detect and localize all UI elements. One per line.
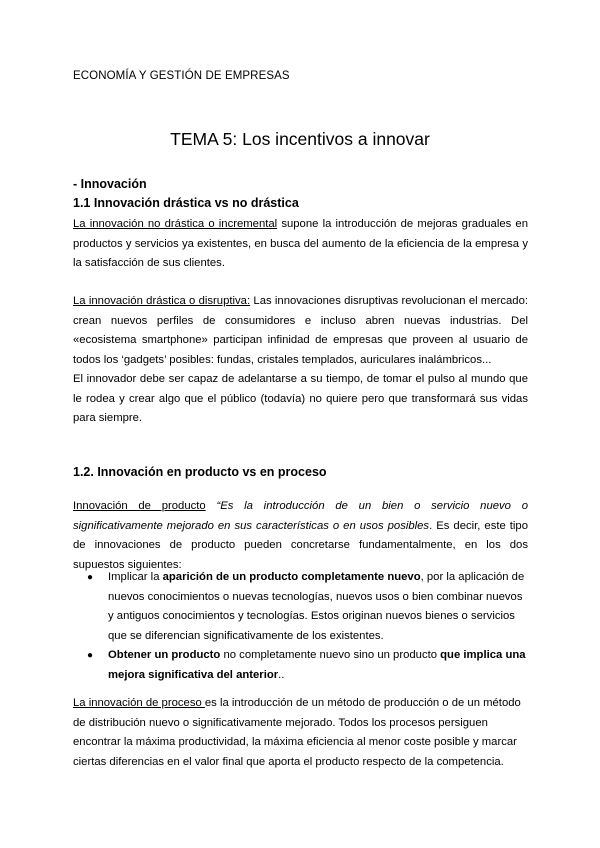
paragraph-innovador <box>73 370 528 429</box>
paragraph-text: es la introducción de un método de producción o de un método de distribución nuevo o significativamente mejorado. Todos los procesos persiguen encontrar la máxima productividad, la máxima eficiencia al menor coste posible y marcar ciertas diferencias en el valor final que aporta el producto respecto de la competencia. <box>73 697 521 768</box>
bullet-text: Implicar la <box>108 571 163 583</box>
section-heading-innovacion: - Innovación <box>73 177 147 191</box>
paragraph-text: Las innovaciones disruptivas revolucionan el mercado: crean nuevos perfiles de consumidores e incluso abren nuevas industrias. Del «ecosistema smartphone» participan infinidad de empresas que proveen al usuario de todos los ‘gadgets’ posibles: fundas, cristales templados, auriculares inalámbricos... <box>73 295 528 366</box>
course-header: ECONOMÍA Y GESTIÓN DE EMPRESAS <box>73 70 290 82</box>
term-proceso: La innovación de proceso <box>73 697 205 709</box>
paragraph-incremental <box>73 215 528 274</box>
paragraph-text: supone la introducción de mejoras graduales en productos y servicios ya existentes, en busca del aumento de la eficiencia de la empresa y la satisfacción de sus clientes. <box>73 218 528 269</box>
bullet-list <box>73 568 528 685</box>
bullet-bold-text: Obtener un producto <box>108 649 221 661</box>
bullet-text: .. <box>278 668 285 681</box>
paragraph-disruptiva <box>73 292 528 370</box>
bullet-icon: ● <box>87 572 94 583</box>
paragraph-text: El innovador debe ser capaz de adelantarse a su tiempo, de tomar el pulso al mundo que le rodea y crear algo que el público (todavía) no quiere pero que transformará sus vidas para siempre. <box>73 373 528 424</box>
bullet-icon: ● <box>87 650 94 661</box>
paragraph-proceso <box>73 694 528 772</box>
list-item <box>73 568 528 646</box>
page-title: TEMA 5: Los incentivos a innovar <box>170 129 430 149</box>
definition-quote: “Es la introducción de un bien o servicio nuevo o significativamente mejorado en sus características o en usos posibles <box>73 500 528 532</box>
term-incremental: La innovación no drástica o incremental <box>73 218 278 230</box>
list-item <box>73 646 528 685</box>
bullet-bold-text: aparición de un producto completamente nuevo <box>162 571 421 583</box>
paragraph-text: . Es decir, este tipo de innovaciones de producto pueden concretarse fundamentalmente, en los dos supuestos siguientes: <box>73 519 528 571</box>
bullet-bold-text: que implica una mejora significativa del anterior <box>108 649 526 681</box>
bullet-text: , por la aplicación de nuevos conocimientos o nuevas tecnologías, nuevos usos o bien combinar nuevos y antiguos conocimientos y tecnologías. Estos originan nuevos bienes o servicios que se diferencian significativamente de los existentes. <box>108 571 525 642</box>
section-heading-1-2: 1.2. Innovación en producto vs en proceso <box>73 465 327 479</box>
bullet-text: no completamente nuevo sino un producto <box>220 649 441 661</box>
term-disruptiva: La innovación drástica o disruptiva: <box>73 295 251 307</box>
section-heading-1-1: 1.1 Innovación drástica vs no drástica <box>73 196 299 210</box>
paragraph-producto <box>73 497 528 575</box>
term-producto: Innovación de producto <box>73 500 206 512</box>
